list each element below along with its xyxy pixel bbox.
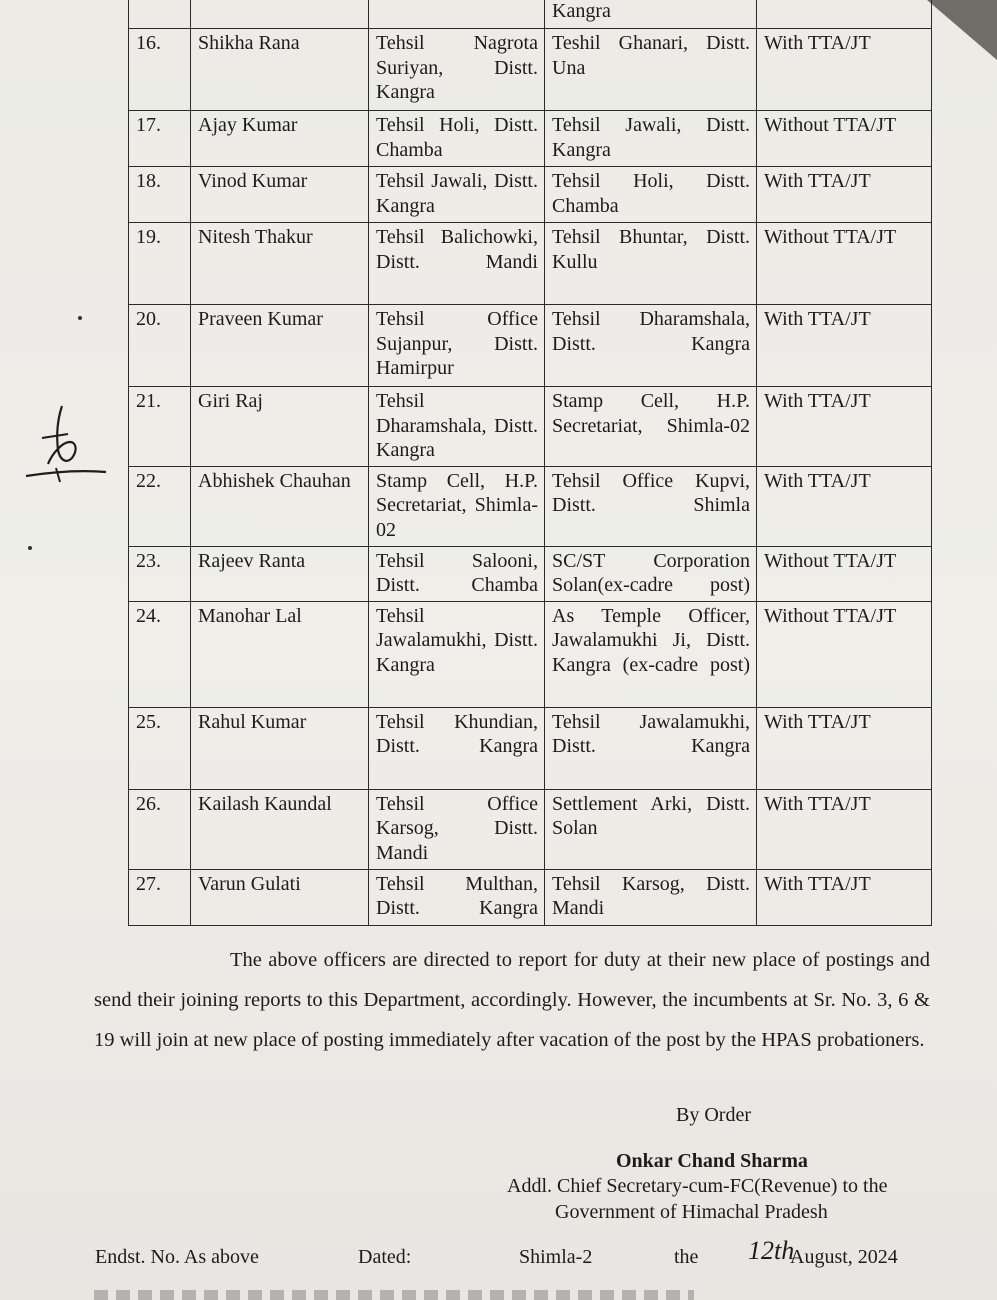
cell-tta: Without TTA/JT <box>757 601 932 707</box>
handwritten-day: 12th <box>748 1236 795 1265</box>
signatory-name: Onkar Chand Sharma <box>616 1150 808 1172</box>
cell-tta: With TTA/JT <box>757 869 932 925</box>
cell-no: 16. <box>129 29 191 111</box>
cell-no: 24. <box>129 601 191 707</box>
cell-from: Tehsil Khundian, Distt. Kangra <box>369 707 545 789</box>
table-row <box>129 305 932 387</box>
cell-from: Tehsil Nagrota Suriyan, Distt. Kangra <box>369 29 545 111</box>
cell-to: As Temple Officer, Jawalamukhi Ji, Distt. Kangra (ex-cadre post) <box>545 601 757 707</box>
transfer-table <box>128 0 932 926</box>
table-row <box>129 223 932 305</box>
cell-to: Tehsil Holi, Distt. Chamba <box>545 167 757 223</box>
cell-no: 22. <box>129 466 191 546</box>
cell-name <box>191 0 369 29</box>
cell-tta: With TTA/JT <box>757 305 932 387</box>
cell-to: Settlement Arki, Distt. Solan <box>545 789 757 869</box>
cell-to: SC/ST Corporation Solan(ex-cadre post) <box>545 546 757 601</box>
signatory-designation: Addl. Chief Secretary-cum-FC(Revenue) to the <box>507 1175 888 1197</box>
cell-no: 21. <box>129 387 191 467</box>
cell-tta: Without TTA/JT <box>757 111 932 167</box>
cell-name: Nitesh Thakur <box>191 223 369 305</box>
cell-from: Tehsil Multhan, Distt. Kangra <box>369 869 545 925</box>
margin-dot <box>28 546 32 550</box>
cell-name: Varun Gulati <box>191 869 369 925</box>
cell-name: Rajeev Ranta <box>191 546 369 601</box>
table-row <box>129 167 932 223</box>
directive-paragraph <box>94 940 930 1060</box>
cell-from: Tehsil Office Sujanpur, Distt. Hamirpur <box>369 305 545 387</box>
cell-no: 27. <box>129 869 191 925</box>
cell-tta <box>757 0 932 29</box>
table-row <box>129 387 932 467</box>
cell-name: Praveen Kumar <box>191 305 369 387</box>
cell-to: Tehsil Office Kupvi, Distt. Shimla <box>545 466 757 546</box>
margin-dot <box>78 316 82 320</box>
cell-no: 17. <box>129 111 191 167</box>
cell-from: Tehsil Jawali, Distt. Kangra <box>369 167 545 223</box>
cell-from: Tehsil Salooni, Distt. Chamba <box>369 546 545 601</box>
cell-no: 26. <box>129 789 191 869</box>
folded-corner <box>927 0 997 60</box>
cell-to: Tehsil Jawali, Distt. Kangra <box>545 111 757 167</box>
table-row <box>129 789 932 869</box>
cell-name: Giri Raj <box>191 387 369 467</box>
cell-tta: With TTA/JT <box>757 167 932 223</box>
cell-from: Stamp Cell, H.P. Secretariat, Shimla-02 <box>369 466 545 546</box>
cell-name: Abhishek Chauhan <box>191 466 369 546</box>
cell-name: Shikha Rana <box>191 29 369 111</box>
cell-no: 20. <box>129 305 191 387</box>
table-row <box>129 466 932 546</box>
table-row <box>129 111 932 167</box>
dated-label: Dated: <box>358 1246 412 1268</box>
cell-name: Vinod Kumar <box>191 167 369 223</box>
cell-no: 19. <box>129 223 191 305</box>
table-row <box>129 29 932 111</box>
cell-to: Kangra <box>545 0 757 29</box>
cell-to: Tehsil Dharamshala, Distt. Kangra <box>545 305 757 387</box>
cell-tta: Without TTA/JT <box>757 546 932 601</box>
cell-name: Rahul Kumar <box>191 707 369 789</box>
cell-from: Tehsil Office Karsog, Distt. Mandi <box>369 789 545 869</box>
cell-no: 23. <box>129 546 191 601</box>
cell-name: Manohar Lal <box>191 601 369 707</box>
cell-no: 25. <box>129 707 191 789</box>
the-word: the <box>674 1246 699 1268</box>
cell-to: Tehsil Karsog, Distt. Mandi <box>545 869 757 925</box>
cell-tta: With TTA/JT <box>757 387 932 467</box>
table-row <box>129 546 932 601</box>
margin-initials-signature <box>22 398 112 498</box>
cell-tta: With TTA/JT <box>757 29 932 111</box>
cell-from: Tehsil Holi, Distt. Chamba <box>369 111 545 167</box>
table-row <box>129 707 932 789</box>
table-row <box>129 601 932 707</box>
cell-tta: With TTA/JT <box>757 466 932 546</box>
paragraph-text: The above officers are directed to report for duty at their new place of postings and send their joining reports to this Department, accordingly. However, the incumbents at Sr. No. 3, 6 & 19 will join at new place of posting immediately after vacation of the post by the HPAS probationers. <box>94 949 930 1051</box>
cell-to: Tehsil Bhuntar, Distt. Kullu <box>545 223 757 305</box>
cell-from: Tehsil Balichowki, Distt. Mandi <box>369 223 545 305</box>
cell-name: Kailash Kaundal <box>191 789 369 869</box>
cell-from: Tehsil Dharamshala, Distt. Kangra <box>369 387 545 467</box>
cell-name: Ajay Kumar <box>191 111 369 167</box>
endorsement-number: Endst. No. As above <box>95 1246 259 1268</box>
place: Shimla-2 <box>519 1246 593 1268</box>
month-year: August, 2024 <box>790 1246 898 1268</box>
cell-tta: With TTA/JT <box>757 707 932 789</box>
cell-no <box>129 0 191 29</box>
cell-to: Teshil Ghanari, Distt. Una <box>545 29 757 111</box>
cut-off-text-line <box>94 1290 694 1300</box>
cell-tta: With TTA/JT <box>757 789 932 869</box>
signatory-government: Government of Himachal Pradesh <box>555 1201 828 1223</box>
table-row <box>129 869 932 925</box>
cell-from <box>369 0 545 29</box>
cell-no: 18. <box>129 167 191 223</box>
cell-to: Tehsil Jawalamukhi, Distt. Kangra <box>545 707 757 789</box>
cell-from: Tehsil Jawalamukhi, Distt. Kangra <box>369 601 545 707</box>
by-order: By Order <box>676 1104 751 1126</box>
cell-tta: Without TTA/JT <box>757 223 932 305</box>
table-row <box>129 0 932 29</box>
cell-to: Stamp Cell, H.P. Secretariat, Shimla-02 <box>545 387 757 467</box>
